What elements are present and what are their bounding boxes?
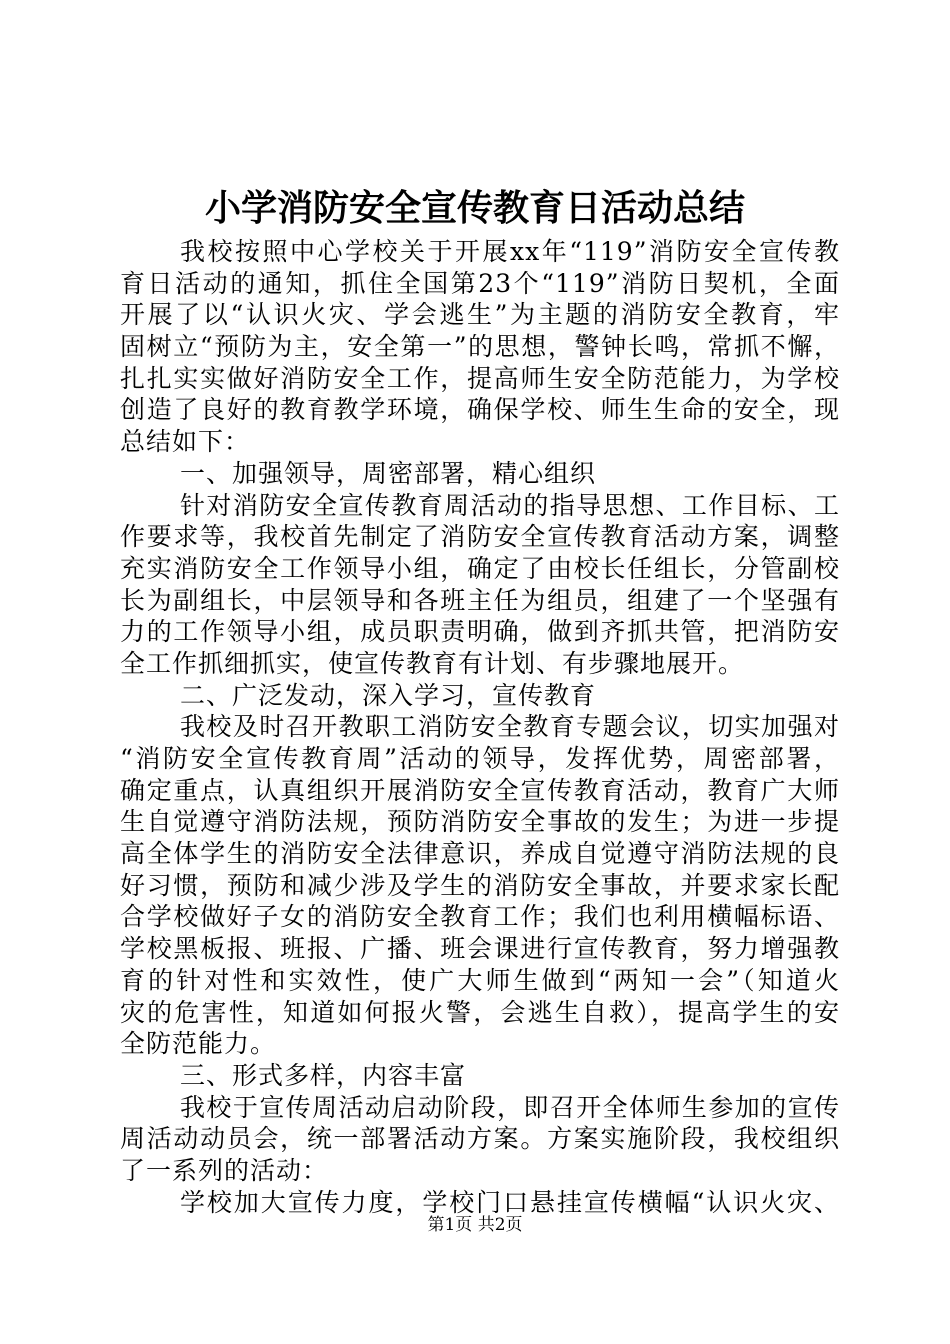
paragraph-line: 作要求等，我校首先制定了消防安全宣传教育活动方案，调整 <box>120 522 840 552</box>
paragraph-line: 创造了良好的教育教学环境，确保学校、师生生命的安全，现 <box>120 395 840 425</box>
paragraph-line: 我校于宣传周活动启动阶段，即召开全体师生参加的宣传 <box>180 1092 840 1122</box>
paragraph-line: 育日活动的通知，抓住全国第23个“119”消防日契机，全面 <box>120 268 840 298</box>
paragraph-line: 总结如下： <box>120 427 251 457</box>
paragraph-line: 全工作抓细抓实，使宣传教育有计划、有步骤地展开。 <box>120 648 745 678</box>
paragraph-line: 扎扎实实做好消防安全工作，提高师生安全防范能力，为学校 <box>120 363 840 393</box>
paragraph-line: 针对消防安全宣传教育周活动的指导思想、工作目标、工 <box>180 490 840 520</box>
section-heading: 一、加强领导，周密部署，精心组织 <box>180 458 597 488</box>
page-footer: 第1页 共2页 <box>427 1215 523 1235</box>
paragraph-line: “消防安全宣传教育周”活动的领导，发挥优势，周密部署， <box>120 744 840 773</box>
paragraph-line: 学校加大宣传力度，学校门口悬挂宣传横幅“认识火灾、 <box>180 1187 840 1217</box>
paragraph-line: 育的针对性和实效性，使广大师生做到“两知一会”（知道火 <box>120 965 840 995</box>
paragraph-line: 学校黑板报、班报、广播、班会课进行宣传教育，努力增强教 <box>120 934 840 964</box>
paragraph-line: 生自觉遵守消防法规，预防消防安全事故的发生；为进一步提 <box>120 807 840 837</box>
paragraph-line: 确定重点，认真组织开展消防安全宣传教育活动，教育广大师 <box>120 775 840 805</box>
paragraph-line: 我校及时召开教职工消防安全教育专题会议，切实加强对 <box>180 712 840 742</box>
paragraph-line: 开展了以“认识火灾、学会逃生”为主题的消防安全教育，牢 <box>120 300 840 330</box>
paragraph-line: 充实消防安全工作领导小组，确定了由校长任组长，分管副校 <box>120 553 840 583</box>
paragraph-line: 力的工作领导小组，成员职责明确，做到齐抓共管，把消防安 <box>120 617 840 647</box>
paragraph-line: 高全体学生的消防安全法律意识，养成自觉遵守消防法规的良 <box>120 839 840 869</box>
paragraph-line: 合学校做好子女的消防安全教育工作；我们也利用横幅标语、 <box>120 902 840 932</box>
section-heading: 三、形式多样，内容丰富 <box>180 1060 467 1090</box>
paragraph-line: 长为副组长，中层领导和各班主任为组员，组建了一个坚强有 <box>120 585 840 615</box>
section-heading: 二、广泛发动，深入学习，宣传教育 <box>180 680 597 710</box>
paragraph-line: 我校按照中心学校关于开展xx年“119”消防安全宣传教 <box>180 237 840 266</box>
document-title: 小学消防安全宣传教育日活动总结 <box>204 188 745 229</box>
paragraph-line: 固树立“预防为主，安全第一”的思想，警钟长鸣，常抓不懈， <box>120 332 840 362</box>
paragraph-line: 了一系列的活动： <box>120 1155 329 1185</box>
paragraph-line: 全防范能力。 <box>120 1029 277 1059</box>
document-body <box>120 236 840 1218</box>
paragraph-line: 周活动动员会，统一部署活动方案。方案实施阶段，我校组织 <box>120 1124 840 1154</box>
paragraph-line: 好习惯，预防和减少涉及学生的消防安全事故，并要求家长配 <box>120 870 840 900</box>
paragraph-line: 灾的危害性，知道如何报火警，会逃生自救），提高学生的安 <box>120 997 840 1027</box>
